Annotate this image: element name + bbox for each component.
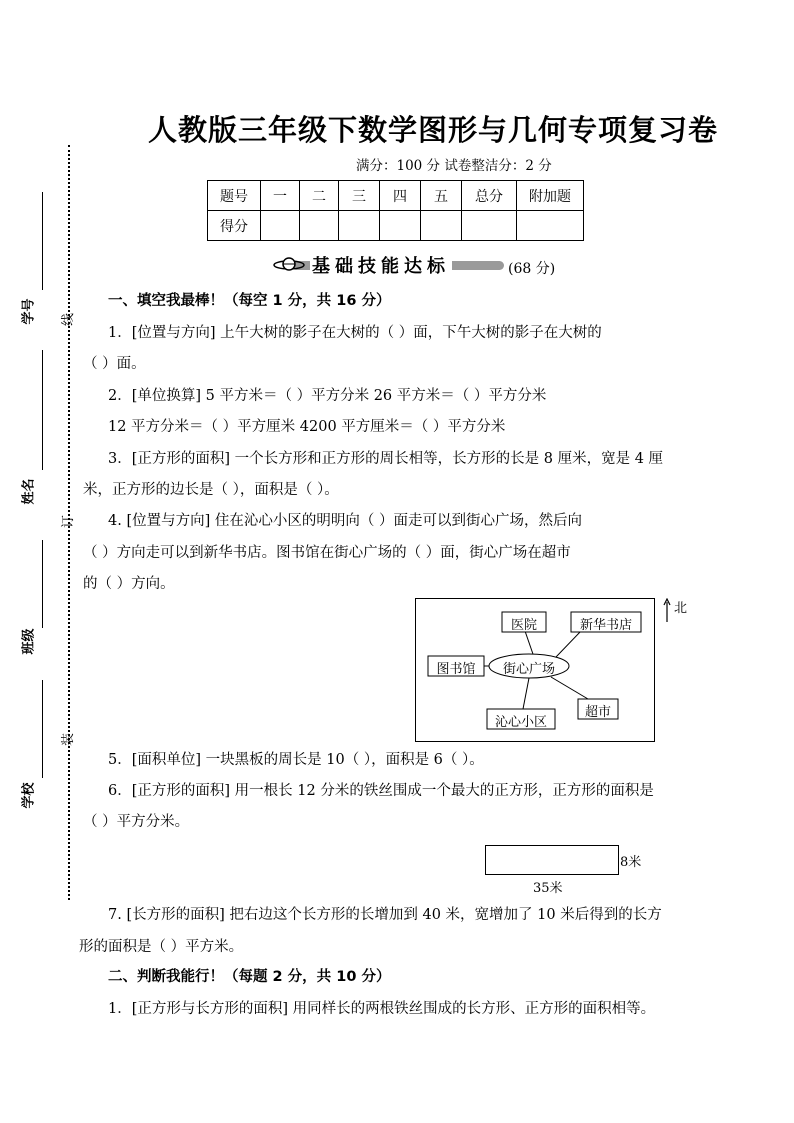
question-text: 4. [位置与方向] 住在沁心小区的明明向（ ）面走可以到街心广场，然后向 <box>108 513 582 529</box>
banner-pill <box>272 252 504 276</box>
page-title: 人教版三年级下数学图形与几何专项复习卷 <box>148 113 719 147</box>
banner-points: (68 分) <box>508 261 556 277</box>
score-cell: 一 <box>261 181 300 211</box>
question-text: （ ）面。 <box>83 356 146 372</box>
score-info: 满分：100 分 试卷整洁分：2 分 <box>356 158 552 174</box>
north-arrow-icon <box>662 598 672 624</box>
score-input-cell[interactable] <box>261 211 300 241</box>
name-label: 姓名 <box>21 478 37 505</box>
question-text: （ ）平方分米。 <box>83 814 190 830</box>
map-library-label: 图书馆 <box>436 662 476 677</box>
question-text: 5．[面积单位] 一块黑板的周长是 10（ ），面积是 6（ ）。 <box>108 752 484 768</box>
map-community-label: 沁心小区 <box>494 715 547 730</box>
score-cell: 三 <box>339 181 380 211</box>
binding-marker: 订 <box>61 514 77 529</box>
map-connector <box>523 678 529 709</box>
school-label: 学校 <box>21 782 37 809</box>
question-text: 6．[正方形的面积] 用一根长 12 分米的铁丝围成一个最大的正方形，正方形的面积是 <box>108 783 654 799</box>
question-text: 的（ ）方向。 <box>83 576 175 592</box>
map-bookstore-label: 新华书店 <box>579 618 632 633</box>
section2-heading: 二、判断我能行！（每题 2 分，共 10 分） <box>108 969 391 985</box>
question-text: 1．[位置与方向] 上午大树的影子在大树的（ ）面，下午大树的影子在大树的 <box>108 325 602 341</box>
score-input-cell[interactable] <box>300 211 339 241</box>
question-text: 2．[单位换算] 5 平方米＝（ ）平方分米 26 平方米＝（ ）平方分米 <box>108 388 547 404</box>
map-figure <box>415 598 655 742</box>
score-table-header-row <box>208 181 584 211</box>
section-banner <box>272 252 556 280</box>
score-cell: 得分 <box>208 211 261 241</box>
score-input-cell[interactable] <box>339 211 380 241</box>
banner-title: 基础技能达标 <box>310 252 452 278</box>
question-text: 1．[正方形与长方形的面积] 用同样长的两根铁丝围成的长方形、正方形的面积相等。 <box>108 1001 656 1017</box>
xingming-writing-line[interactable] <box>42 350 43 470</box>
map-supermarket-label: 超市 <box>584 705 611 720</box>
xuexiao-writing-line[interactable] <box>42 680 43 778</box>
planet-icon <box>272 255 308 273</box>
rectangle-width-label: 8米 <box>620 855 642 870</box>
score-input-cell[interactable] <box>421 211 462 241</box>
map-connector <box>556 631 581 657</box>
score-table-score-row <box>208 211 584 241</box>
question-text: 形的面积是（ ）平方米。 <box>79 939 244 955</box>
student-number-label: 学号 <box>21 298 37 325</box>
score-cell: 二 <box>300 181 339 211</box>
section1-heading: 一、填空我最棒！（每空 1 分，共 16 分） <box>108 293 391 309</box>
line-marker: 线 <box>61 312 77 327</box>
score-table <box>207 180 584 241</box>
rectangle-figure <box>485 845 619 875</box>
score-cell: 总分 <box>462 181 517 211</box>
banji-writing-line[interactable] <box>42 540 43 628</box>
question-text: 12 平方分米＝（ ）平方厘米 4200 平方厘米＝（ ）平方分米 <box>108 419 506 435</box>
north-label: 北 <box>674 601 688 616</box>
question-text: 7. [长方形的面积] 把右边这个长方形的长增加到 40 米，宽增加了 10 米后得到的长方 <box>108 907 662 923</box>
map-center-label: 街心广场 <box>502 662 555 677</box>
rectangle-length-label: 35米 <box>533 881 563 896</box>
score-input-cell[interactable] <box>462 211 517 241</box>
score-cell: 四 <box>380 181 421 211</box>
question-text: （ ）方向走可以到新华书店。图书馆在街心广场的（ ）面，街心广场在超市 <box>83 545 571 561</box>
score-input-cell[interactable] <box>517 211 584 241</box>
map-connector <box>551 677 588 699</box>
question-text: 米，正方形的边长是（ ），面积是（ ）。 <box>83 482 339 498</box>
xuehao-writing-line <box>42 192 43 290</box>
score-cell: 题号 <box>208 181 261 211</box>
score-input-cell[interactable] <box>380 211 421 241</box>
map-connector <box>525 631 534 657</box>
map-hospital-label: 医院 <box>510 618 537 633</box>
class-label: 班级 <box>21 628 37 655</box>
score-cell: 附加题 <box>517 181 584 211</box>
score-cell: 五 <box>421 181 462 211</box>
binding-marker: 装 <box>61 732 77 747</box>
question-text: 3．[正方形的面积] 一个长方形和正方形的周长相等，长方形的长是 8 厘米，宽是 4 厘 <box>108 451 664 467</box>
